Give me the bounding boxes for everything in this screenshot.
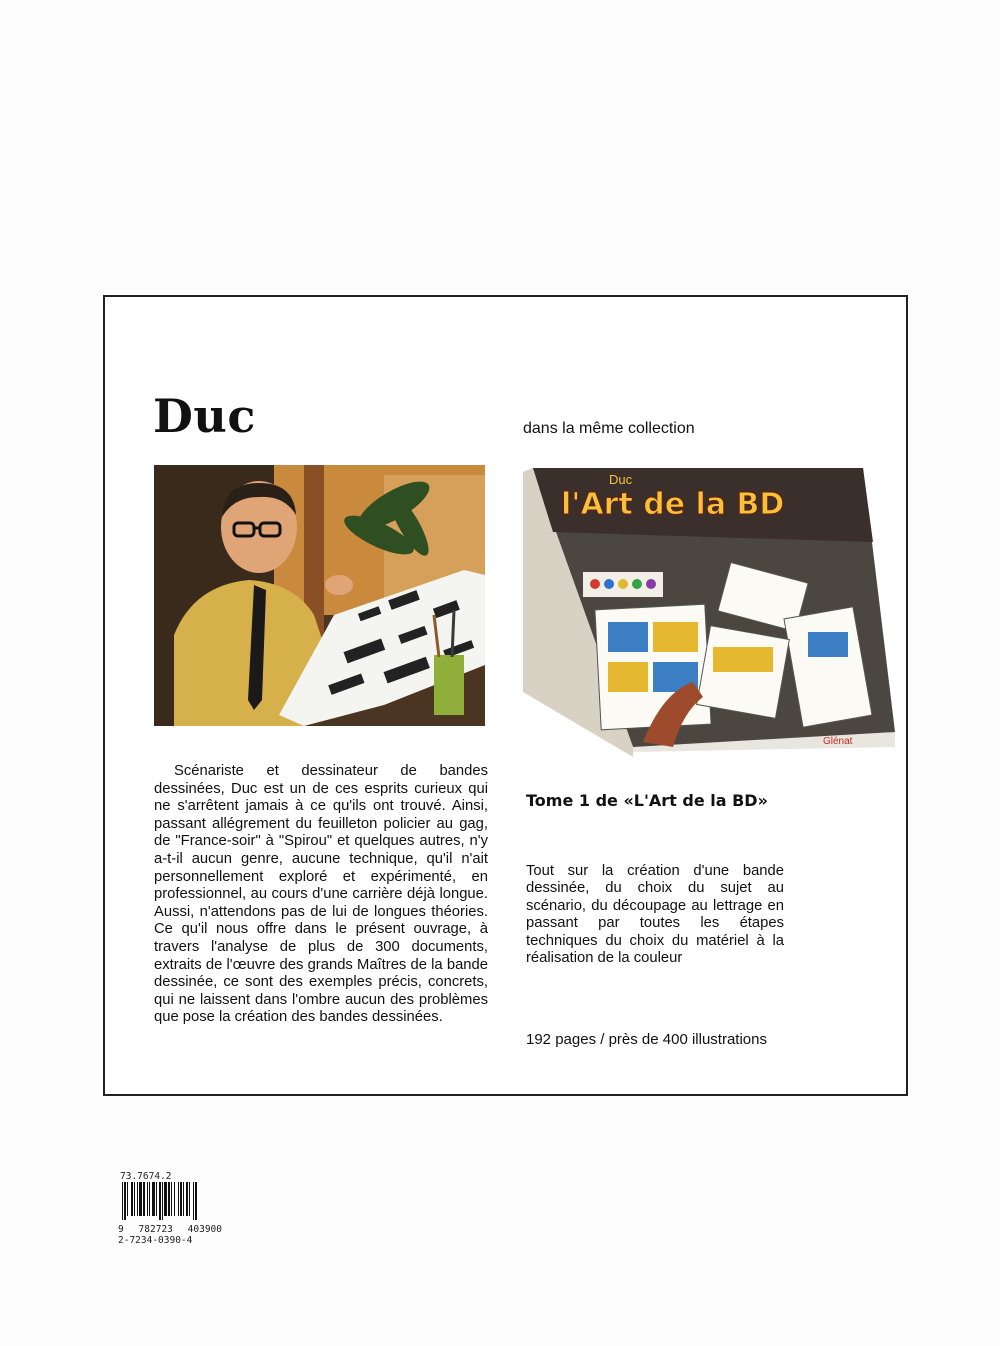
author-photo — [154, 465, 485, 726]
barcode — [118, 1182, 224, 1220]
reference-number: 73.7674.2 — [120, 1171, 172, 1182]
author-name: Duc — [153, 389, 256, 443]
page-count-info: 192 pages / près de 400 illustrations — [526, 1031, 767, 1048]
author-biography: Scénariste et dessinateur de bandes dessinées, Duc est un de ces esprits curieux qui ne s'arrêtent jamais à ce qu'ils ont trouvé. Ainsi, passant allégrement du feuilleton policier au gag, de "France-soir" à "Spirou" et quelques autres, n'y a-t-il aucun genre, aucune technique, qu'il n'ait personnellement exploré et expérimenté, en professionnel, au cours d'une carrière déjà longue. Aussi, n'attendons pas de lui de longues théories. Ce qu'il nous offre dans le présent ouvrage, à travers l'analyse de plus de 300 documents, extraits de l'œuvre des grands Maîtres de la bande dessinée, ce sont des exemples précis, concrets, qui ne laissent dans l'ombre aucun des problèmes que pose la création des bandes dessinées. — [154, 763, 488, 1026]
collection-label: dans la même collection — [523, 420, 695, 437]
cover-author: Duc — [609, 472, 633, 487]
cover-publisher: Glénat — [823, 736, 853, 747]
tome-title: Tome 1 de «L'Art de la BD» — [526, 791, 768, 810]
book-description: Tout sur la création d'une bande dessinée, du choix du sujet au scénario, du découpage au lettrage en passant par toutes les étapes techniques du choix du matériel à la réalisation de la couleur — [526, 863, 784, 967]
ean-digit-left: 782723 — [138, 1224, 173, 1235]
barcode-block — [118, 1171, 228, 1246]
isbn-number: 2-7234-0390-4 — [118, 1235, 193, 1246]
book-cover-image — [523, 462, 903, 757]
cover-title: l'Art de la BD — [561, 487, 785, 522]
ean-digit-right: 403900 — [187, 1224, 222, 1235]
ean-digits — [118, 1224, 222, 1235]
back-cover-frame — [103, 295, 908, 1096]
ean-digit-prefix: 9 — [118, 1224, 124, 1235]
